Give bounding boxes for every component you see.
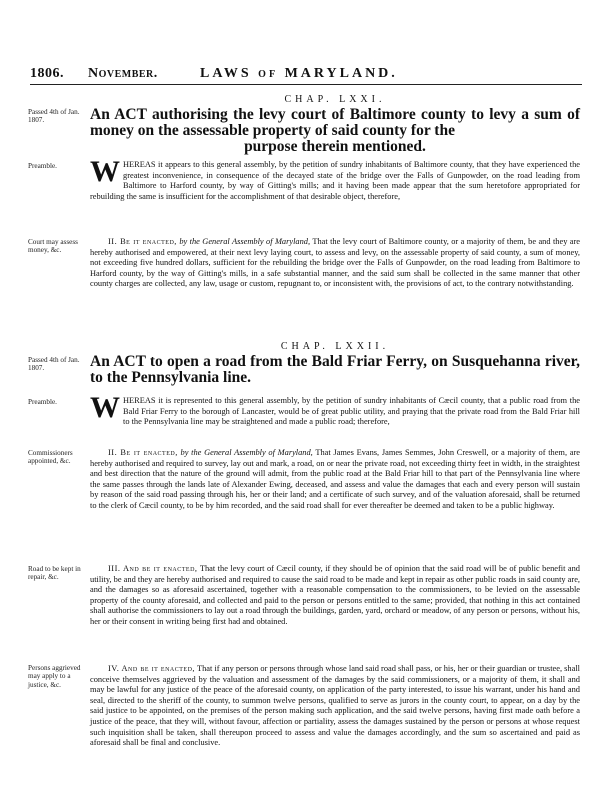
preamble-text: HEREAS it is represented to this general assembly, by the petition of sundry inhabitants of Cæcil county, that a public road from the Bald Friar Ferry to the borough of Lancaster, would be of great public utility, and praying that the private road from the Bald Friar hill to the Pennsylvania line may be straightened and made a public road; therefore, — [123, 396, 580, 427]
act-title — [90, 107, 580, 155]
clause-assembly: by the General Assembly of Maryland, — [180, 448, 313, 457]
drop-cap: W — [90, 391, 120, 424]
clause-assembly: by the General Assembly of Maryland, — [179, 237, 311, 246]
chapter-heading: CHAP. LXXI. — [284, 94, 386, 105]
header-month: November. — [88, 66, 158, 81]
margin-note-clause: Court may assess money, &c. — [28, 238, 78, 255]
margin-note-clause: Road to be kept in repair, &c. — [28, 565, 81, 582]
margin-note-preamble: Preamble. — [28, 398, 57, 406]
margin-note-clause: Commissioners appointed, &c. — [28, 449, 73, 466]
preamble-text: HEREAS it appears to this general assembly, by the petition of sundry inhabitants of Baltimore county, that they have experienced the greatest inconvenience, in consequence of the decayed state of the bridge over the Falls of Gunpowder, on the road leading from Baltimore to Harford county, by way of Gitting's mills; and it having been made appear that the sum heretofore appropriated for rebuilding the same is insufficient for the accomplishment of that desirable object, therefore, — [90, 160, 580, 201]
drop-cap: W — [90, 155, 120, 188]
clause-paragraph — [90, 448, 580, 512]
act-title — [90, 354, 580, 386]
chapter-heading: CHAP. LXXII. — [280, 341, 390, 352]
margin-note-clause: Persons aggrieved may apply to a justice, &c. — [28, 664, 81, 689]
clause-lead: III. And be it enacted, — [108, 564, 198, 573]
clause-text: That the levy court of Baltimore county, or a majority of them, be and they are hereby authorised and empowered, at their next levy laying court, to assess and levy, on the assessable property of said county, a sum of money, not exceeding five hundred dollars, sufficient for the rebuilding the bridge over the Falls of Gunpowder, on the road leading from Baltimore to Harford county, by the way of Gitting's mills, in a safe substantial manner, and the said sum shall be collected in the same manner that other county charges are collected, any law, usage or custom, repugnant to, or inconsistent with, the provisions of act, to the contrary notwithstanding. — [90, 237, 581, 289]
preamble-paragraph — [90, 391, 580, 428]
clause-paragraph — [90, 237, 580, 290]
clause-text: That James Evans, James Semmes, John Creswell, or a majority of them, are hereby authorised and required to survey, lay out and mark, a road, on or near the private road, not exceeding thirty feet in width, in the straightest and best direction that the nature of the ground will admit, from the public road at the Bald Friar hill to that part of the Pennsylvania line where the same passes through the lands late of Alexander Ewing, deceased, and assess and value the damages that each and every person will sustain by reason of the said road passing through his, her or their land; and a certificate of such survey, and of the valuation aforesaid, shall be returned to the clerk of Cæcil county, to be by him recorded, and the said road shall for ever thereafter be deemed and taken to be a public highway. — [90, 448, 580, 510]
clause-text: That the levy court of Cæcil county, if they should be of opinion that the said road will be of public benefit and utility, be and they are hereby authorised and required to cause the said road to be made and kept in repair as other public roads in said county are, and the damages so as aforesaid ascertained, together with a reasonable compensation to the commissioners, to be levied on the assessable property of the county aforesaid, and collected and paid to the person or persons entitled to the same; provided, that nothing in this act contained shall authorise the commissioners to lay out a road through the buildings, garden, yard, orchard or meadow, of any person or persons, without his, her or their consent in writing being first had and obtained. — [90, 564, 580, 626]
clause-text: That if any person or persons through whose land said road shall pass, or his, her or their guardian or trustee, shall conceive themselves aggrieved by the valuation and assessment of the damages by the said commissioners, or a majority of them, it shall and may be lawful for any justice of the peace of the aforesaid county, on application of the party interested, to issue his warrant, under his hand and seal, directed to the sheriff of the county, to summon twelve persons, qualified to serve as jurors in the county court, to appear, on a day by the said justice to be appointed, on the premises of the person making such application, and the said twelve persons, having first made oath before a justice of the peace, that they will, without favour, affection or partiality, assess the damages sustained by the person or persons at whose request such inquisition shall be taken, shall thereupon proceed to assess and value the damages accordingly, and the sum so ascertained and paid as aforesaid shall be final and conclusive. — [90, 664, 580, 748]
clause-lead: IV. And be it enacted, — [108, 664, 196, 673]
preamble-paragraph — [90, 155, 580, 202]
margin-note-preamble: Preamble. — [28, 162, 57, 170]
margin-note-passed: Passed 4th of Jan. 1807. — [28, 108, 80, 125]
clause-paragraph — [90, 664, 580, 749]
act-title-text: An ACT authorising the levy court of Baltimore county to levy a sum of money on the assessable property of said county for the — [90, 106, 580, 139]
act-title-text: An ACT to open a road from the Bald Friar Ferry, on Susquehanna river, to the Pennsylvania line. — [90, 353, 580, 386]
clause-lead: II. Be it enacted, — [108, 448, 178, 457]
act-title-last-line: purpose therein mentioned. — [244, 138, 426, 155]
header-rule — [30, 84, 582, 85]
header-year: 1806. — [30, 66, 64, 81]
margin-note-passed: Passed 4th of Jan. 1807. — [28, 356, 80, 373]
clause-paragraph — [90, 564, 580, 628]
clause-lead: II. Be it enacted, — [108, 237, 177, 246]
header-title: LAWS of MARYLAND. — [200, 66, 398, 81]
